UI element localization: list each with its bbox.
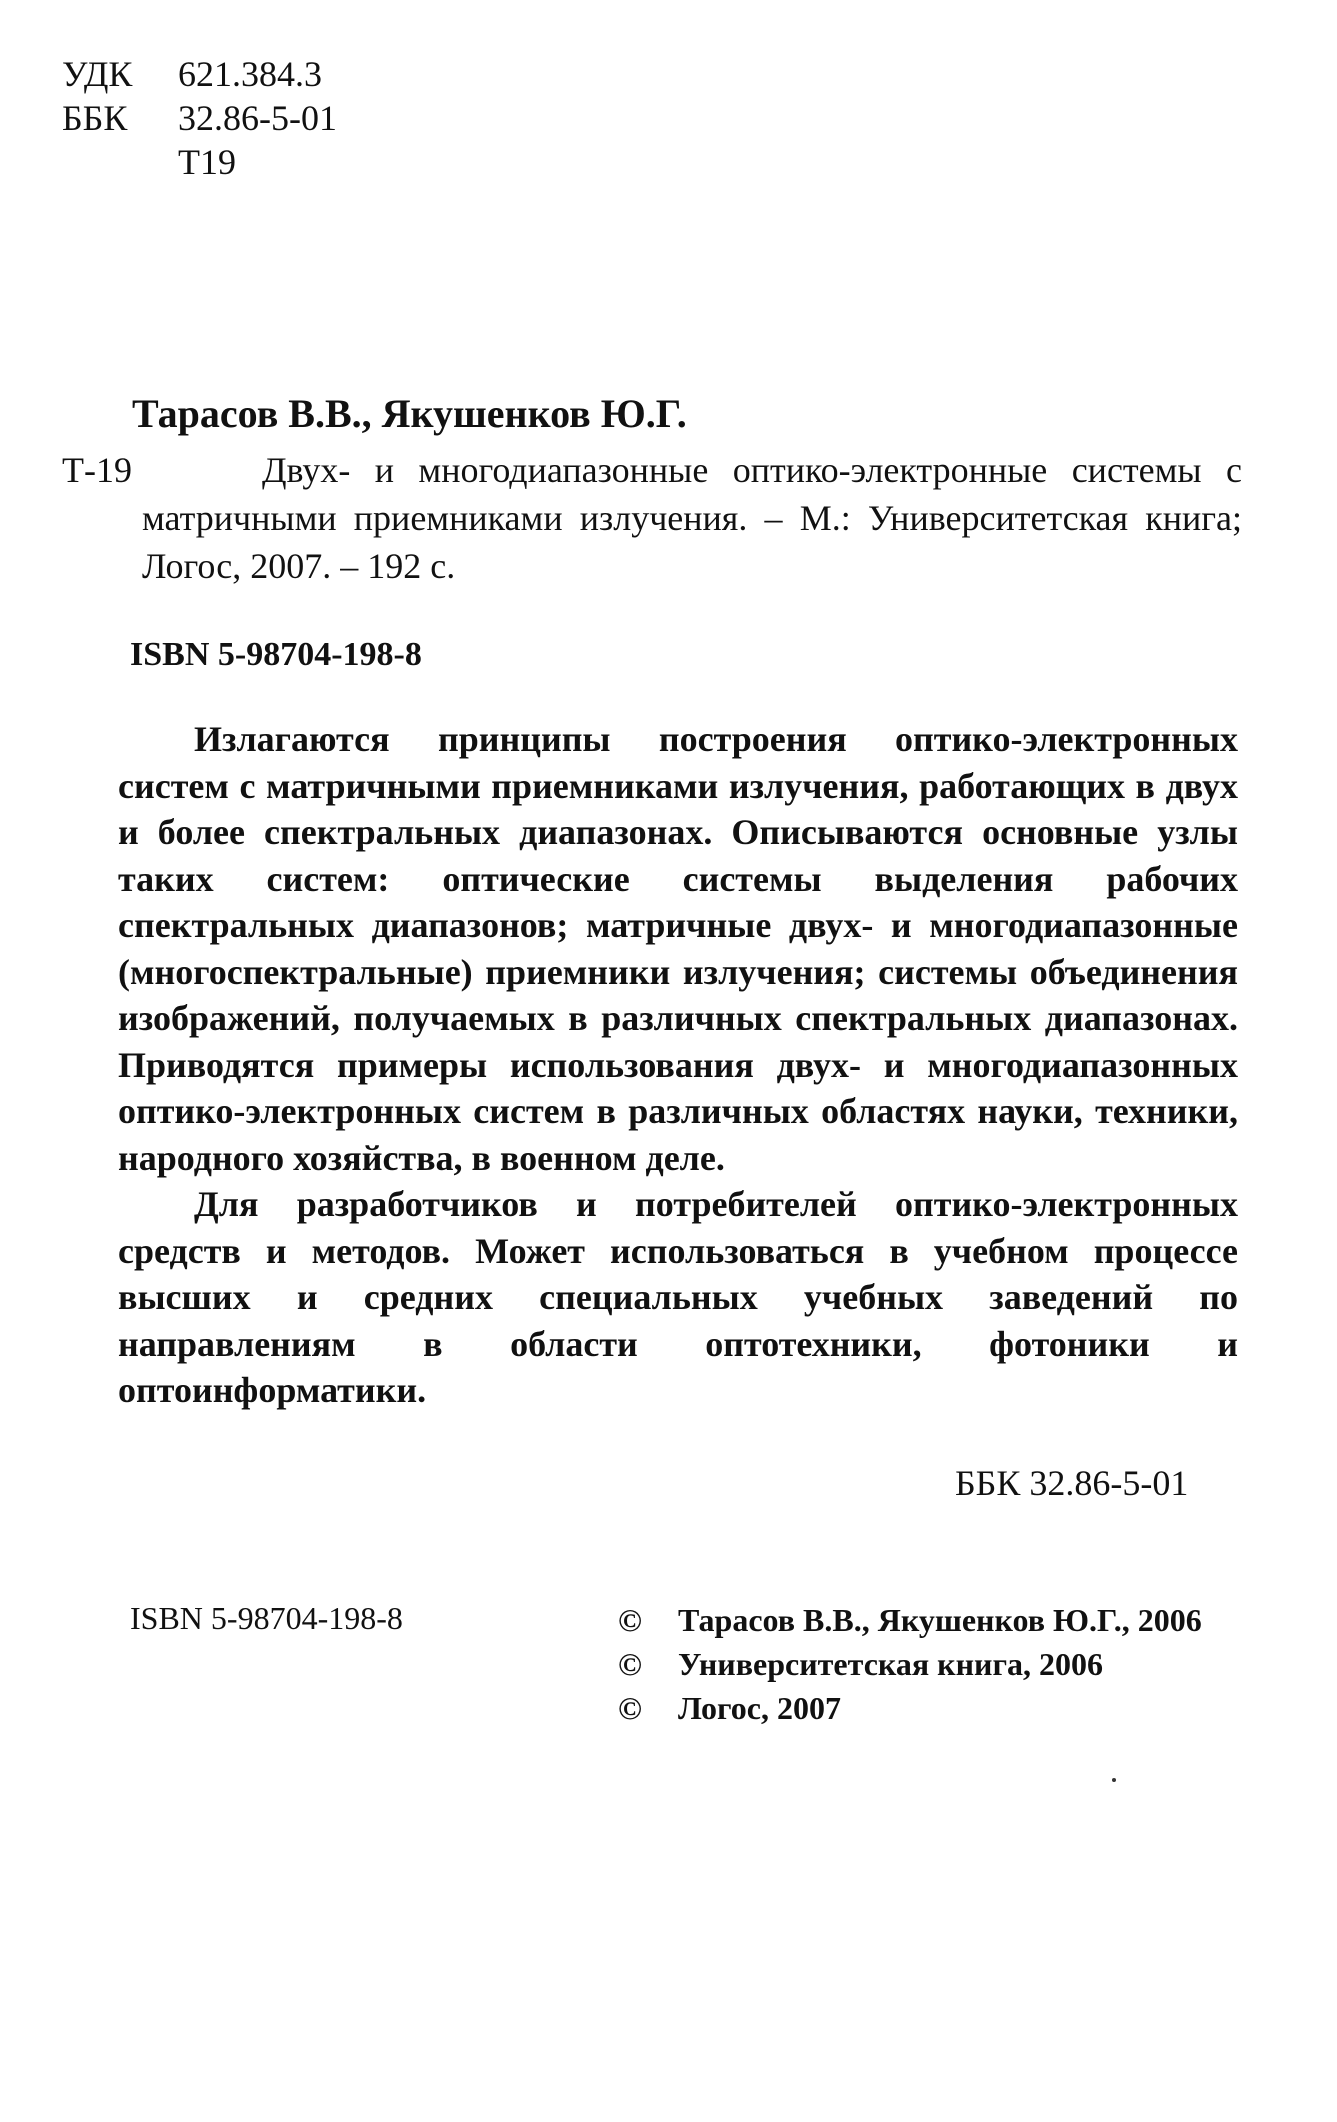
- bbk-value: 32.86-5-01: [178, 98, 337, 138]
- copyright-row: [618, 1686, 1202, 1730]
- copyright-icon: ©: [618, 1646, 642, 1682]
- copyright-text: Тарасов В.В., Якушенков Ю.Г., 2006: [678, 1602, 1202, 1638]
- abstract: [118, 716, 1238, 1414]
- isbn-header: ISBN 5-98704-198-8: [130, 636, 422, 673]
- author-mark-row: [62, 140, 337, 184]
- isbn-footer: ISBN 5-98704-198-8: [130, 1600, 403, 1636]
- bibliographic-entry: [62, 446, 1242, 590]
- entry-code: Т-19: [62, 450, 132, 490]
- entry-text: Двух- и многодиапазонные оптико-электронные системы с матричными приемниками излучения. – М.: Университетская книга; Логос, 2007. – 192 с.: [142, 450, 1242, 586]
- copyright-list: [618, 1598, 1202, 1730]
- bbk-footer: ББК 32.86-5-01: [955, 1463, 1189, 1503]
- abstract-paragraph-2: Для разработчиков и потребителей оптико-электронных средств и методов. Может использоваться в учебном процессе высших и средних специальных учебных заведений по направлениям в области оптотехники, фотоники и оптоинформатики.: [118, 1184, 1238, 1410]
- author-mark: Т19: [178, 142, 236, 182]
- print-speck: [1112, 1778, 1116, 1782]
- udk-row: [62, 52, 337, 96]
- udk-label: УДК: [62, 54, 133, 94]
- classification-codes: [62, 52, 337, 184]
- copyright-text: Университетская книга, 2006: [678, 1646, 1103, 1682]
- udk-value: 621.384.3: [178, 54, 322, 94]
- bbk-row: [62, 96, 337, 140]
- abstract-paragraph-1: Излагаются принципы построения оптико-электронных систем с матричными приемниками излучения, работающих в двух и более спектральных диапазонах. Описываются основные узлы таких систем: оптические системы выделения рабочих спектральных диапазонов; матричные двух- и многодиапазонные (многоспектральные) приемники излучения; системы объединения изображений, получаемых в различных спектральных диапазонах. Приводятся примеры использования двух- и многодиапазонных оптико-электронных систем в различных областях науки, техники, народного хозяйства, в военном деле.: [118, 719, 1238, 1178]
- bbk-label: ББК: [62, 98, 128, 138]
- copyright-row: [618, 1598, 1202, 1642]
- copyright-text: Логос, 2007: [678, 1690, 841, 1726]
- authors-heading: Тарасов В.В., Якушенков Ю.Г.: [132, 391, 687, 436]
- copyright-row: [618, 1642, 1202, 1686]
- copyright-icon: ©: [618, 1690, 642, 1726]
- copyright-icon: ©: [618, 1602, 642, 1638]
